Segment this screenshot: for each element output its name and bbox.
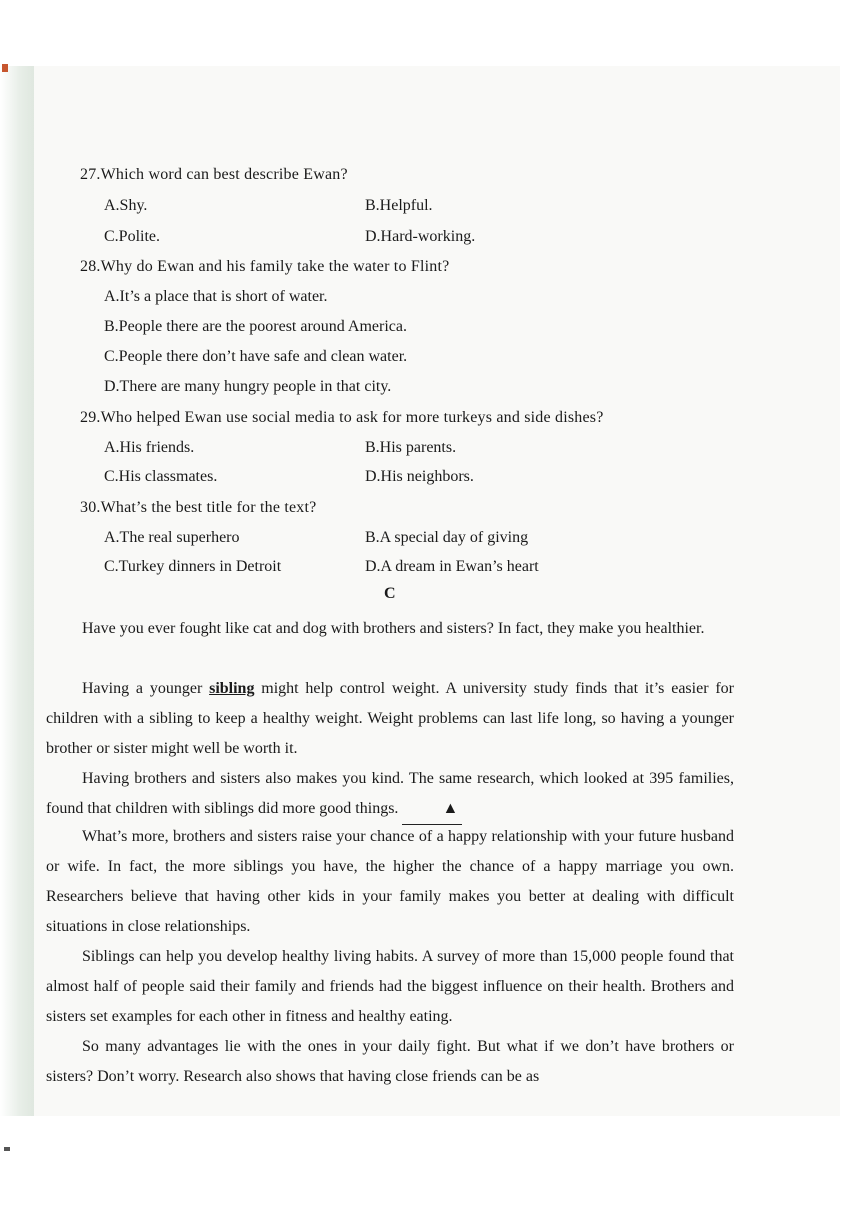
keyword-sibling: sibling — [209, 680, 255, 697]
option-d: D.A dream in Ewan’s heart — [365, 558, 539, 575]
passage-paragraph: What’s more, brothers and sisters raise your chance of a happy relationship with your future husband or wife. In fact, the more siblings you have, the higher the chance of a happy marriage you own. Researchers believe that having other kids in your family makes you better at dealing with difficult situations in close relationships. — [46, 828, 734, 935]
corner-mark — [4, 1147, 10, 1151]
question-number: 29. — [80, 409, 101, 426]
passage-paragraph: So many advantages lie with the ones in your daily fight. But what if we don’t have brothers or sisters? Don’t worry. Research also shows that having close friends can be as — [46, 1038, 734, 1085]
question-27 — [80, 166, 348, 184]
question-text: Why do Ewan and his family take the water to Flint? — [100, 258, 450, 275]
option-b: B.A special day of giving — [365, 529, 529, 546]
option-c: C.People there don’t have safe and clean water. — [104, 348, 408, 365]
corner-mark — [2, 64, 8, 72]
answer-blank: ▲ — [402, 794, 462, 825]
question-29 — [80, 409, 604, 427]
section-heading: C — [384, 585, 396, 602]
question-number: 28. — [80, 258, 101, 275]
option-a: A.It’s a place that is short of water. — [104, 288, 328, 305]
question-30 — [80, 499, 316, 517]
option-c: C.Turkey dinners in Detroit — [104, 558, 282, 575]
option-a: A.The real superhero — [104, 529, 240, 546]
option-b: B.His parents. — [365, 439, 457, 456]
passage-paragraph: Siblings can help you develop healthy living habits. A survey of more than 15,000 people found that almost half of people said their family and friends had the biggest influence on their health. Brothers and sisters set examples for each other in fitness and healthy eating. — [46, 948, 734, 1025]
passage-paragraph: Having a younger sibling might help control weight. A university study finds that it’s easier for children with a sibling to keep a healthy weight. Weight problems can last life long, so having a younger brother or sister might well be worth it. — [46, 680, 734, 757]
option-b: B.People there are the poorest around America. — [104, 318, 407, 335]
question-text: What’s the best title for the text? — [100, 499, 317, 516]
passage-paragraph: Have you ever fought like cat and dog with brothers and sisters? In fact, they make you healthier. — [82, 620, 705, 637]
option-d: D.His neighbors. — [365, 468, 474, 485]
question-text: Which word can best describe Ewan? — [100, 166, 348, 183]
page-binding-shadow — [0, 66, 35, 1116]
option-d: D.Hard-working. — [365, 228, 476, 245]
question-text: Who helped Ewan use social media to ask for more turkeys and side dishes? — [100, 409, 604, 426]
option-a: A.His friends. — [104, 439, 195, 456]
passage-paragraph: Having brothers and sisters also makes you kind. The same research, which looked at 395 families, found that children with siblings did more good things. ▲ — [46, 764, 734, 825]
option-a: A.Shy. — [104, 197, 148, 214]
option-b: B.Helpful. — [365, 197, 433, 214]
question-number: 30. — [80, 499, 101, 516]
option-d: D.There are many hungry people in that city. — [104, 378, 392, 395]
question-28 — [80, 258, 449, 276]
option-c: C.Polite. — [104, 228, 161, 245]
question-number: 27. — [80, 166, 101, 183]
option-c: C.His classmates. — [104, 468, 218, 485]
